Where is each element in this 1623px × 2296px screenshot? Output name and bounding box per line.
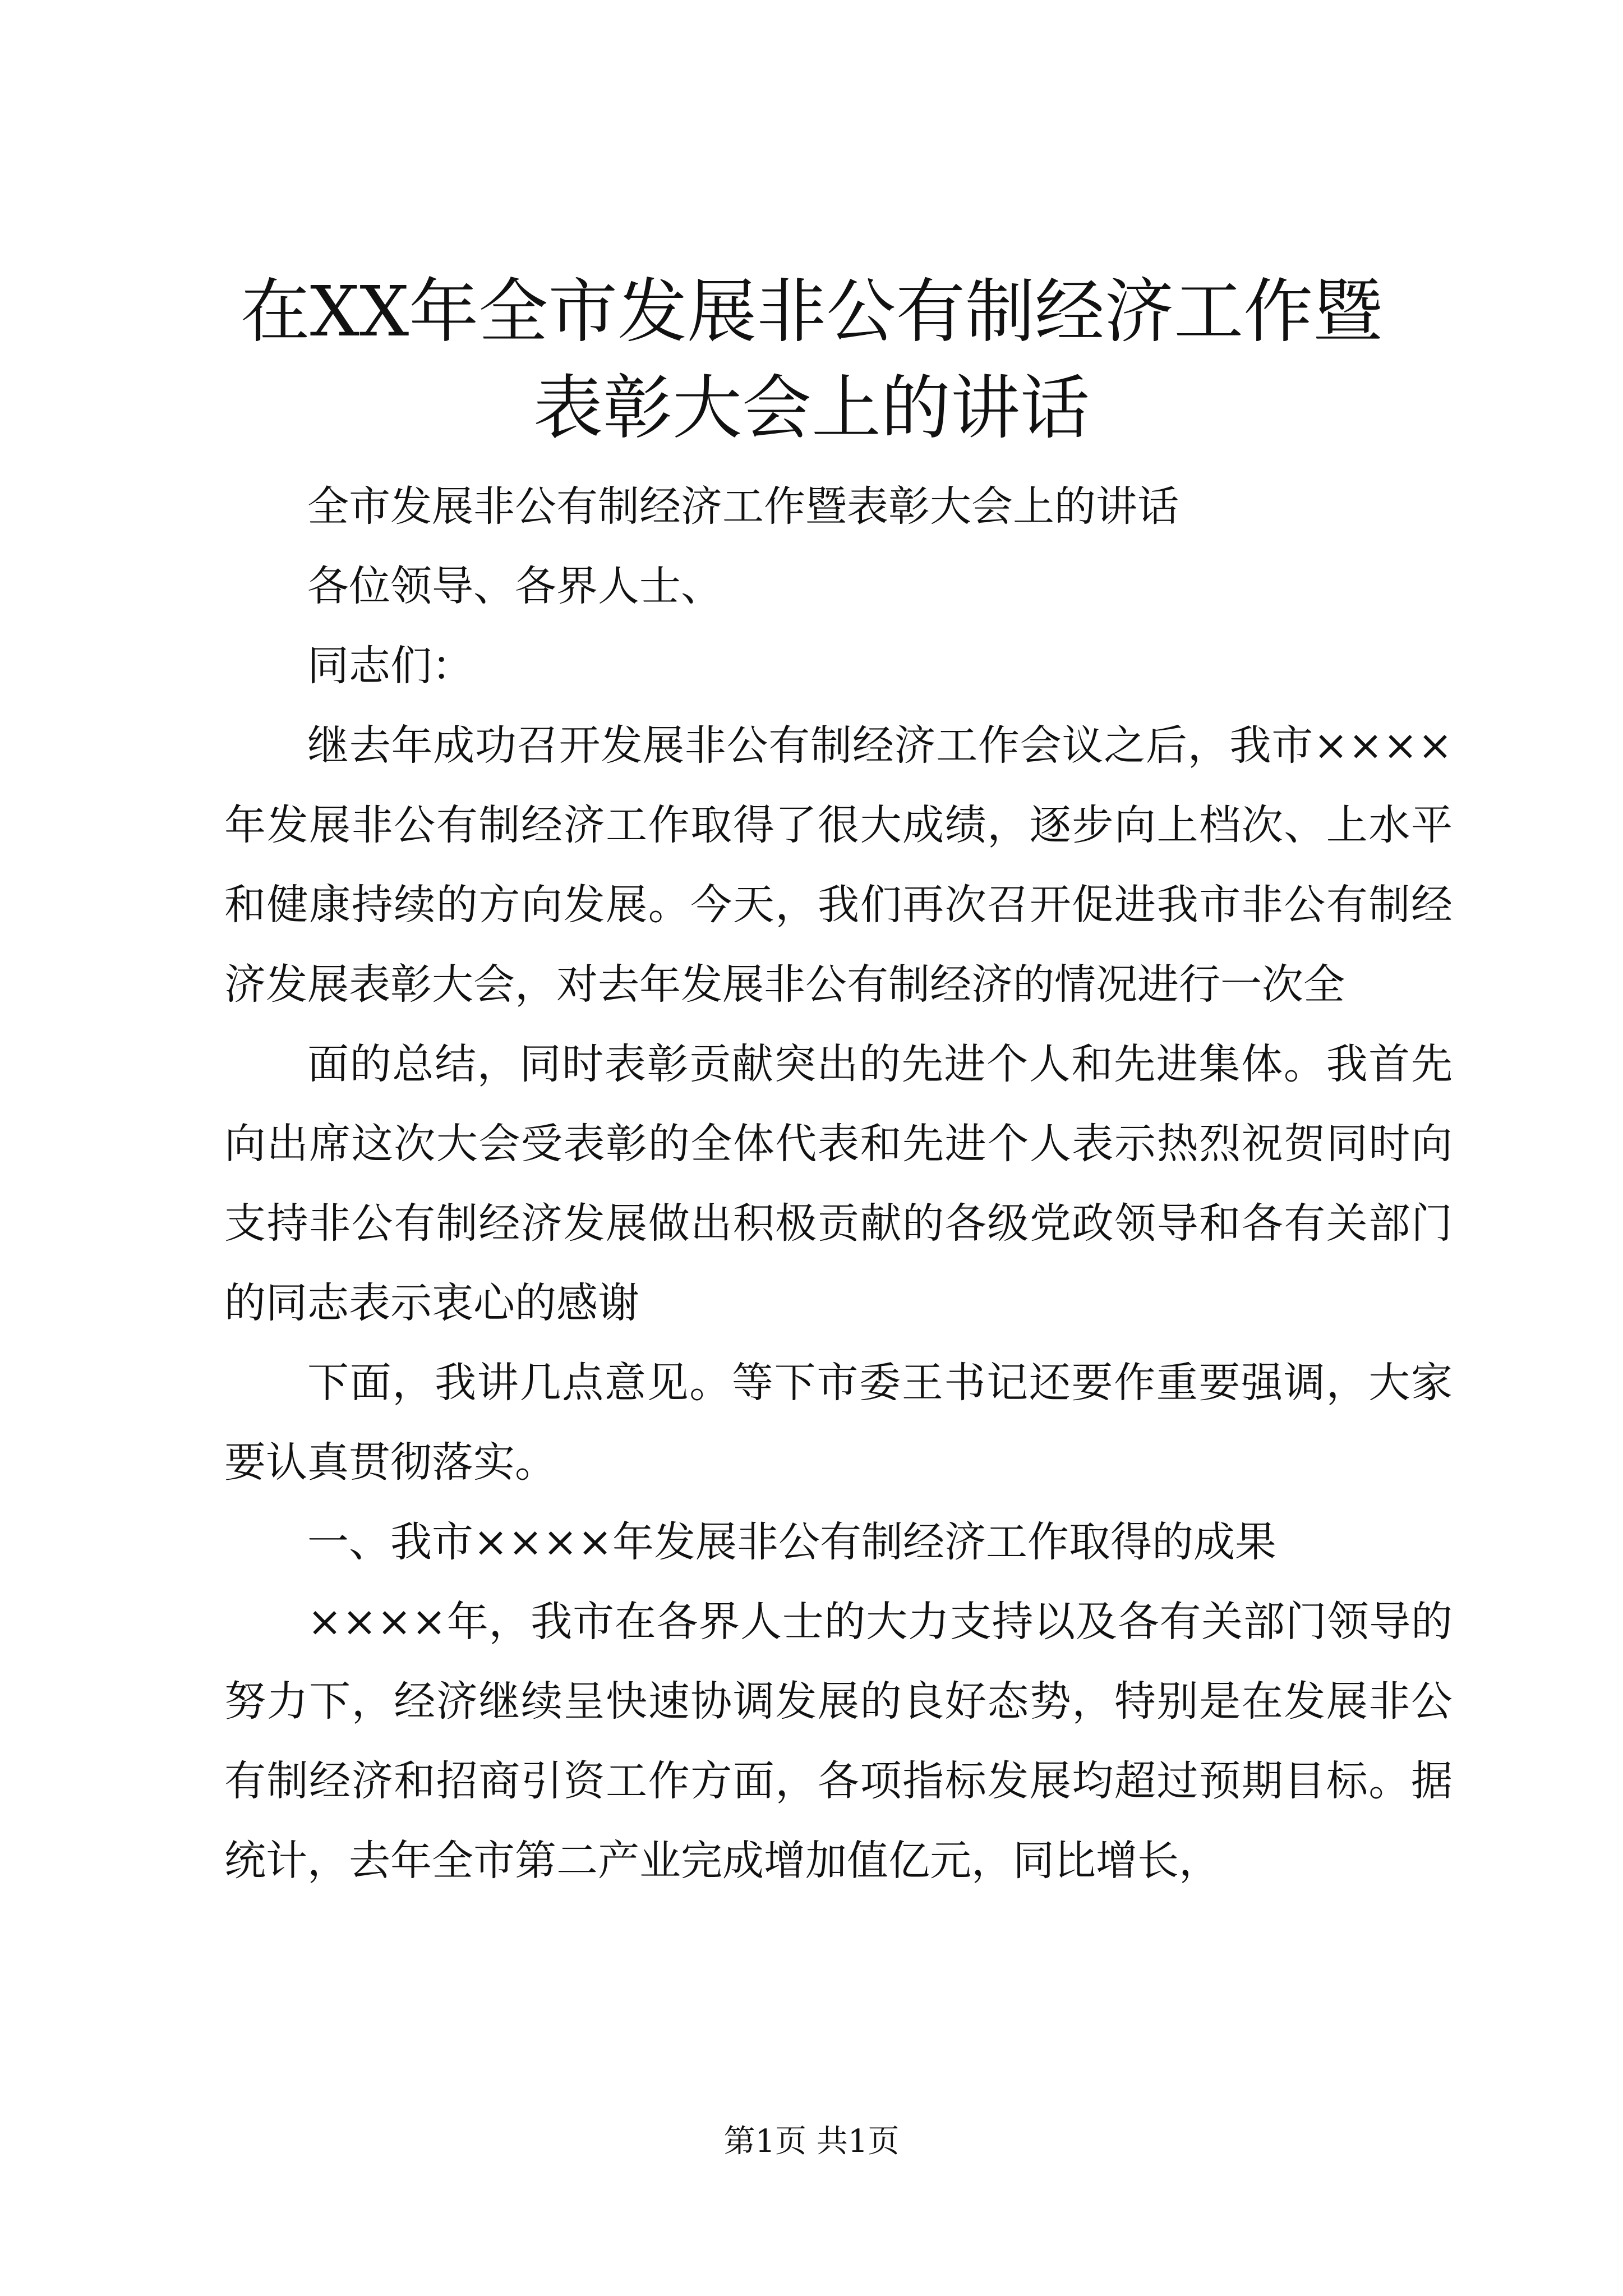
section-heading: 一、我市××××年发展非公有制经济工作取得的成果: [307, 1518, 1277, 1566]
paragraph-salutation: 各位领导、各界人士、: [307, 562, 722, 610]
paragraph-body: 下面，我讲几点意见。等下市委王书记还要作重要强调，大家要认真贯彻落实。: [224, 1359, 1453, 1487]
document-title: 在XX年全市发展非公有制经济工作暨表彰大会上的讲话: [240, 272, 1383, 449]
paragraph-body: ××××年，我市在各界人士的大力支持以及各有关部门领导的努力下，经济继续呈快速协调发展的良好态势，特别是在发展非公有制经济和招商引资工作方面，各项指标发展均超过预期目标。据统计，去年全市第二产业完成增加值亿元，同比增长，: [224, 1598, 1453, 1885]
document-body: [224, 467, 1453, 1901]
paragraph-body: 继去年成功召开发展非公有制经济工作会议之后，我市××××年发展非公有制经济工作取得了很大成绩，逐步向上档次、上水平和健康持续的方向发展。今天，我们再次召开促进我市非公有制经济发展表彰大会，对去年发展非公有制经济的情况进行一次全: [224, 721, 1453, 1009]
paragraph-body: 面的总结，同时表彰贡献突出的先进个人和先进集体。我首先向出席这次大会受表彰的全体代表和先进个人表示热烈祝贺同时向支持非公有制经济发展做出积极贡献的各级党政领导和各有关部门的同志表示衷心的感谢: [224, 1040, 1453, 1327]
paragraph-salutation-comrades: 同志们：: [307, 642, 473, 690]
page-footer: 第1页 共1页: [723, 2123, 900, 2160]
paragraph-subtitle: 全市发展非公有制经济工作暨表彰大会上的讲话: [307, 482, 1179, 531]
